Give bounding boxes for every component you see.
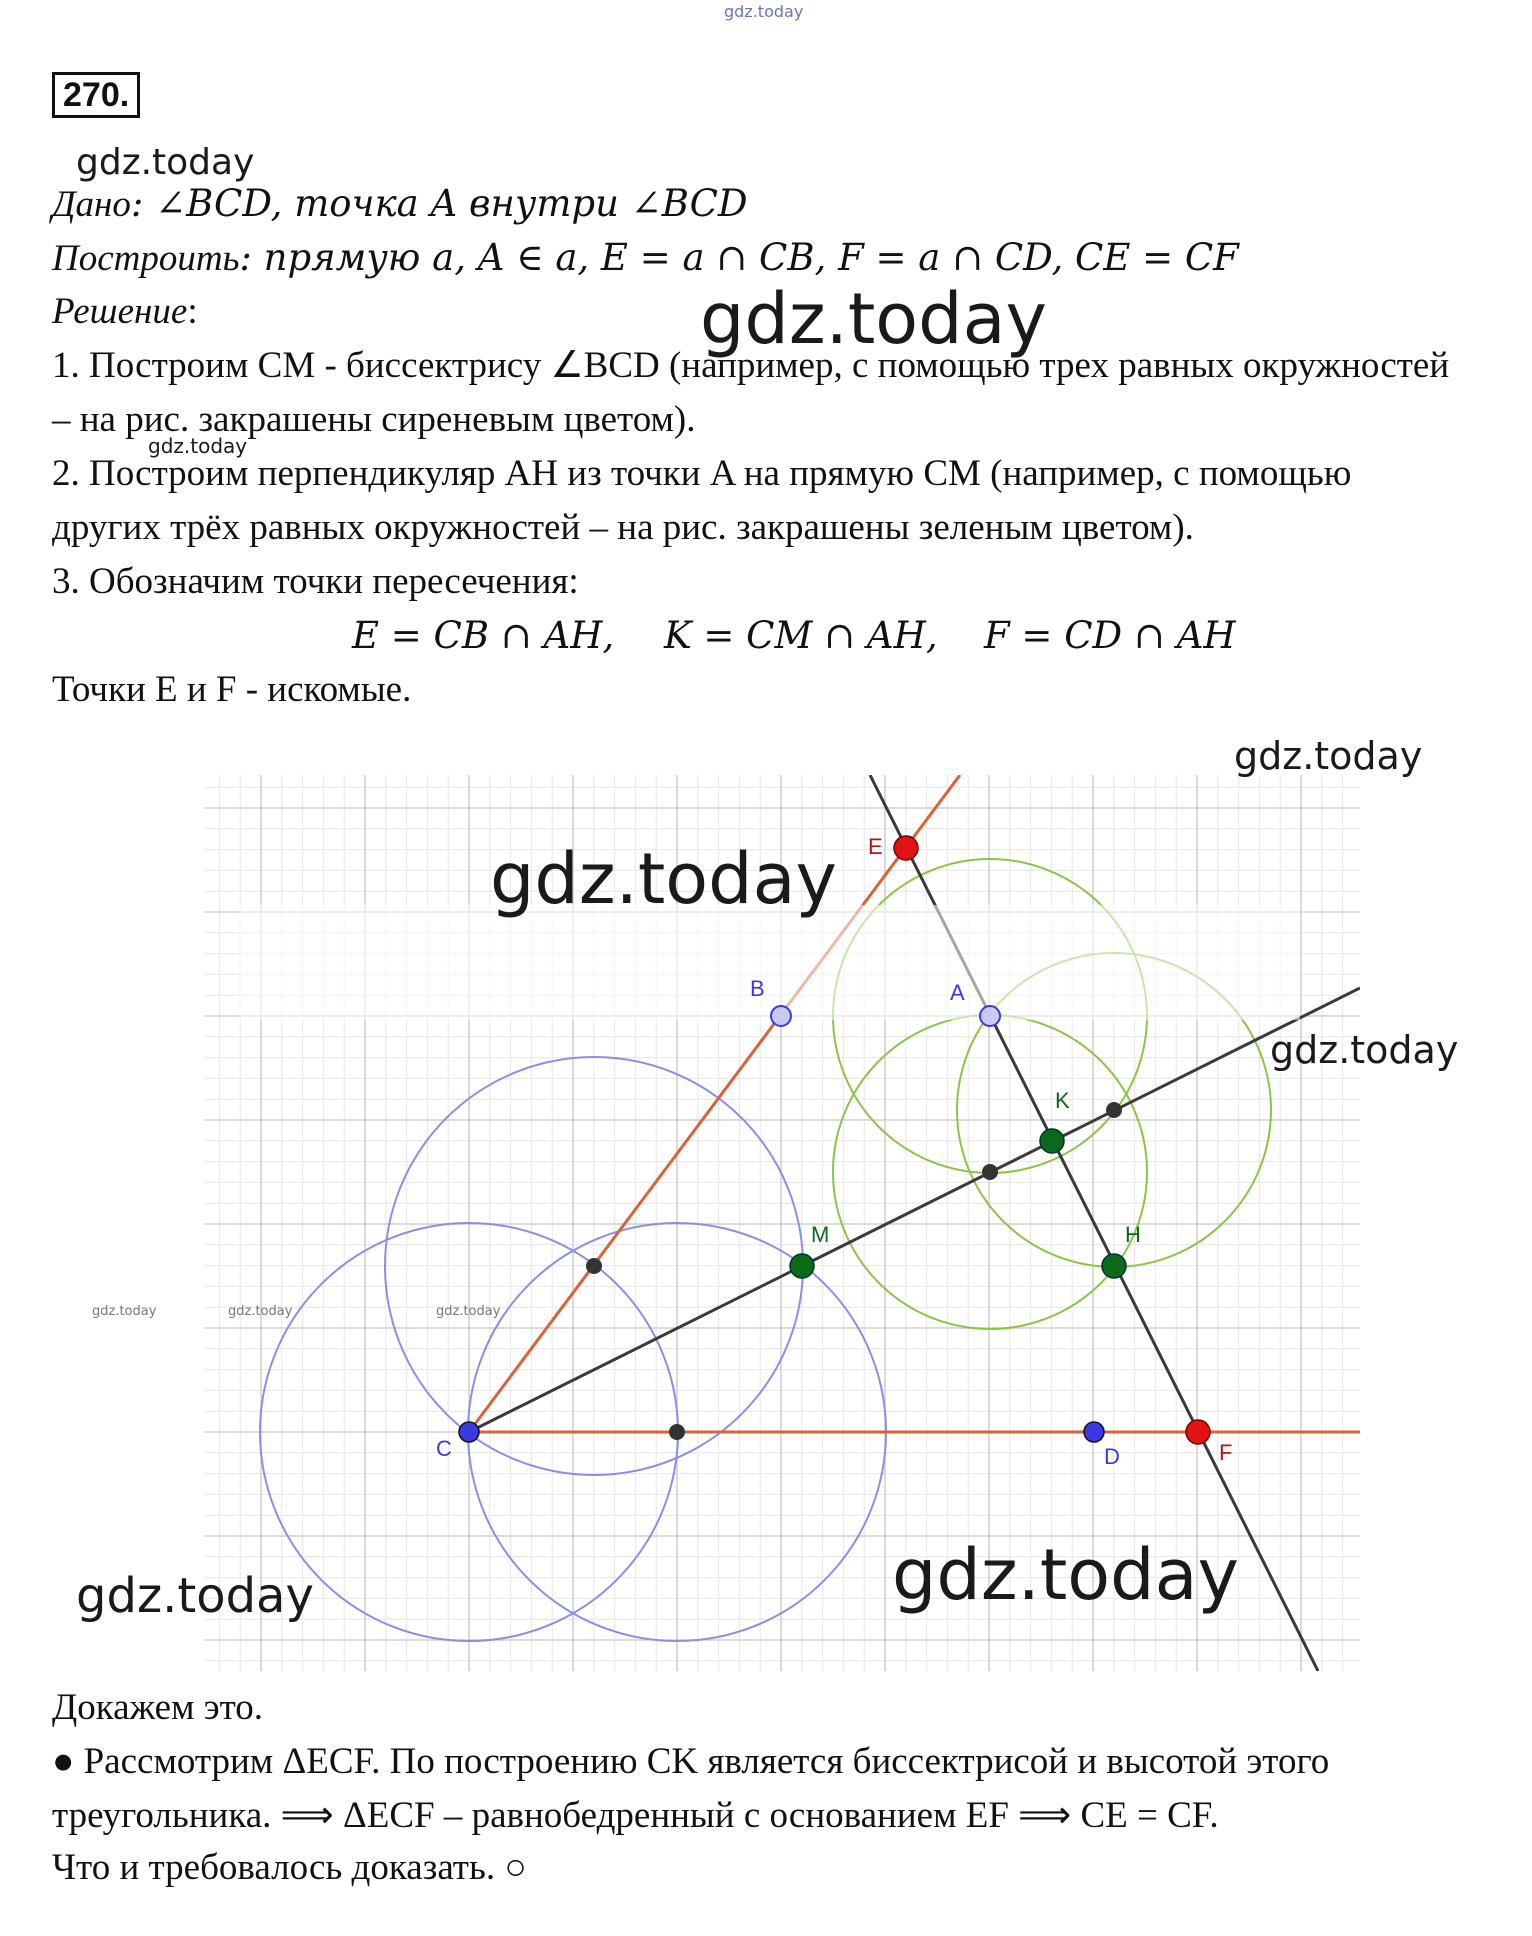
- point-a: [980, 1006, 1000, 1026]
- proof-line-2: треугольника. ⟹ ΔECF – равнобедренный с основанием EF ⟹ CE = CF.: [52, 1795, 1219, 1836]
- step1-b: – на рис. закрашены сиреневым цветом).: [52, 399, 696, 440]
- proof-line-1: ● Рассмотрим ΔECF. По построению CK является биссектрисой и высотой этого: [52, 1741, 1330, 1782]
- watermark: gdz.today: [892, 1534, 1239, 1616]
- step1-a: 1. Построим CM - биссектрису ∠BCD (например, с помощью трех равных окружностей: [52, 345, 1450, 386]
- label-k: K: [1055, 1088, 1070, 1113]
- point-c: [459, 1422, 479, 1442]
- watermark-top: gdz.today: [724, 2, 804, 21]
- point-f: [1186, 1420, 1210, 1444]
- label-h: H: [1125, 1222, 1141, 1247]
- watermark: gdz.today: [1270, 1028, 1459, 1072]
- point-aux-1: [586, 1258, 602, 1274]
- watermark: gdz.today: [1234, 734, 1423, 778]
- solution-line: Решение:: [52, 291, 198, 332]
- label-m: M: [811, 1222, 830, 1247]
- point-b: [771, 1006, 791, 1026]
- watermark: gdz.today: [436, 1304, 501, 1319]
- point-m: [790, 1254, 814, 1278]
- watermark: gdz.today: [228, 1304, 293, 1319]
- point-aux-3: [982, 1164, 998, 1180]
- label-a: A: [950, 980, 965, 1005]
- result-line: Точки E и F - искомые.: [52, 669, 412, 710]
- step2-a: 2. Построим перпендикуляр AH из точки A на прямую CM (например, с помощью: [52, 453, 1352, 494]
- problem-number: 270.: [52, 72, 140, 118]
- construct-label: Построить: [52, 238, 240, 279]
- point-e: [894, 836, 918, 860]
- point-aux-2: [669, 1424, 685, 1440]
- eq-f: F = CD ∩ AH: [984, 614, 1236, 657]
- label-c: C: [436, 1436, 452, 1461]
- label-b: B: [750, 976, 765, 1001]
- given-label: Дано: [52, 184, 131, 225]
- step3: 3. Обозначим точки пересечения:: [52, 561, 579, 602]
- given-math: : ∠BCD, точка A внутри ∠BCD: [130, 182, 748, 225]
- watermark: gdz.today: [490, 838, 837, 920]
- construct-math: : прямую a, A ∈ a, E = a ∩ CB, F = a ∩ CD, CE = CF: [239, 236, 1239, 279]
- step2-b: других трёх равных окружностей – на рис. закрашены зеленым цветом).: [52, 507, 1194, 548]
- watermark: gdz.today: [76, 142, 255, 183]
- watermark: gdz.today: [148, 434, 248, 458]
- solution-label: Решение: [52, 291, 188, 332]
- point-aux-4: [1106, 1102, 1122, 1118]
- watermark: gdz.today: [700, 278, 1047, 360]
- bisector-cm: [469, 988, 1360, 1432]
- point-k: [1040, 1129, 1064, 1153]
- label-d: D: [1104, 1444, 1120, 1469]
- watermark: gdz.today: [76, 1568, 314, 1624]
- eq-e: E = CB ∩ AH,: [352, 614, 615, 657]
- point-d: [1084, 1422, 1104, 1442]
- label-f: F: [1219, 1440, 1233, 1465]
- watermark: gdz.today: [92, 1304, 157, 1319]
- point-h: [1102, 1254, 1126, 1278]
- proof-end: Что и требовалось доказать. ○: [52, 1847, 527, 1888]
- proof-intro: Докажем это.: [52, 1687, 264, 1728]
- label-e: E: [868, 834, 883, 859]
- eq-k: K = CM ∩ AH,: [664, 614, 938, 657]
